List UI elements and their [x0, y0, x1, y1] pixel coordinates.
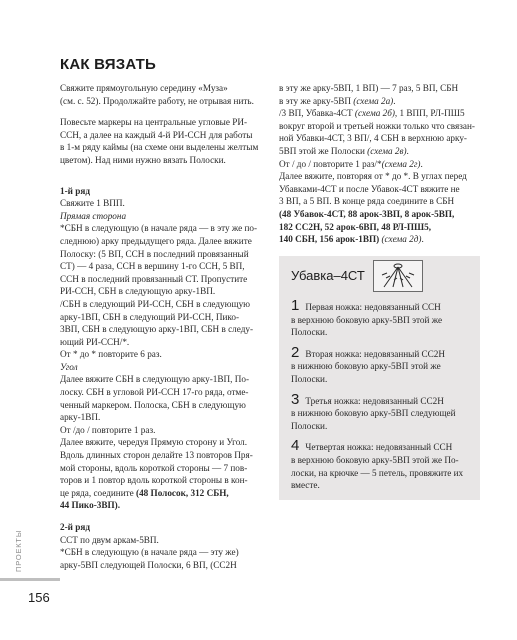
text-line: цветом). Над ними нужно вязать Полоски.	[60, 154, 226, 165]
text-line: /3 ВП, Убавка-4СТ (схема 2б), 1 ВПП, РЛ-ПШ5	[279, 108, 465, 119]
text-line: в эту же арку-5ВП (схема 2а).	[279, 95, 396, 106]
text-line: ющий РИ-ССН/*.	[60, 336, 130, 347]
leg-number: 3	[291, 390, 300, 408]
text-line: СТ) — 4 раза, ССН в вершину 1-го ССН, 5 ВП,	[60, 261, 245, 272]
leg-text: Полоски.	[291, 327, 328, 338]
text-line: торов и 1 повтор вдоль короткой стороны в кон-	[60, 475, 248, 486]
text-line: (48 Убавок-4СТ, 88 арок-3ВП, 8 арок-5ВП,	[279, 208, 455, 219]
text-line: От / до / повторите 1 раз/*(схема 2г).	[279, 158, 423, 169]
leg-item	[291, 437, 473, 491]
text-line: РИ-ССН, СБН в следующую арку-1ВП.	[60, 286, 216, 297]
leg-text: в верхнюю боковую арку-5ВП этой же По-	[291, 454, 459, 465]
text-line: 3 ВП, а 5 ВП. В конце ряда соедините в СБН	[279, 196, 455, 207]
markers-paragraph	[60, 116, 259, 166]
page-number: 156	[28, 590, 50, 605]
leg-number: 4	[291, 437, 300, 455]
leg-text: Третья ножка: недовязанный СС2Н	[305, 395, 444, 406]
text-line: *СБН в следующую (в начале ряда — в эту же по-	[60, 223, 258, 234]
text-line: 5ВП этой же Полоски (схема 2в).	[279, 145, 409, 156]
decrease-info-box	[279, 256, 480, 500]
section-side-label: ПРОЕКТЫ	[14, 529, 23, 572]
left-column	[60, 82, 259, 571]
text-line: Свяжите прямоугольную середину «Муза»	[60, 83, 228, 93]
text-line: вокруг второй и третьей ножки только что связан-	[279, 120, 475, 131]
text-line: Прямая сторона	[60, 210, 127, 221]
text-line: ССН в последний провязанный СТ. Пропустите	[60, 273, 248, 284]
text-line: в эту же арку-5ВП, 1 ВП) — 7 раз, 5 ВП, СБН	[279, 83, 459, 93]
text-line: 44 Пико-3ВП).	[60, 500, 120, 511]
text-line: 3ВП, СБН в следующую арку-1ВП, СБН в следу-	[60, 324, 254, 335]
leg-text: лоски, на крючке — 5 петель, провяжите их	[291, 467, 464, 478]
text-line: арку-5ВП следующей Полоски, 6 ВП, (СС2Н	[60, 559, 237, 570]
row2-header: 2-й ряд	[60, 522, 90, 532]
row1-instructions	[60, 197, 256, 512]
text-line: Повесьте маркеры на центральные угловые РИ-	[60, 117, 248, 128]
right-column	[279, 82, 479, 246]
leg-text: в верхнюю боковую арку-5ВП этой же	[291, 314, 443, 325]
leg-text: Полоски.	[291, 420, 328, 431]
text-line: Убавками-4СТ и после Убавок-4СТ вяжите не	[279, 183, 460, 194]
leg-text: Четвертая ножка: недовязанный ССН	[305, 442, 453, 453]
text-line: Далее вяжите СБН в следующую арку-1ВП, По-	[60, 374, 250, 385]
text-line: ССН, а далее на каждый 4-й РИ-ССН для работы	[60, 129, 253, 140]
text-line: От /до / повторите 1 раз.	[60, 424, 156, 435]
leg-number: 2	[291, 343, 300, 361]
row2-continuation	[279, 82, 479, 246]
text-line: *СБН в следующую (в начале ряда — эту же)	[60, 547, 239, 558]
text-line: От * до * повторите 6 раз.	[60, 349, 162, 360]
text-line: Вдоль длинных сторон делайте 13 повторов Пря-	[60, 450, 253, 461]
text-line: арку-1ВП.	[60, 412, 101, 423]
row1-header: 1-й ряд	[60, 185, 90, 196]
text-line: Далее вяжите, чередуя Прямую сторону и Угол.	[60, 437, 248, 448]
text-line: ной Убавки-4СТ, 3 ВП/, 4 СБН в верхнюю арку-	[279, 133, 467, 144]
text-line: Угол	[60, 361, 78, 372]
leg-text: в нижнюю боковую арку-5ВП следующей	[291, 408, 456, 419]
text-line: в 1-м ряду каймы (на схеме они выделены желтым	[60, 142, 259, 153]
text-line: Полоску: (5 ВП, ССН в последний провязанный	[60, 248, 249, 259]
leg-item	[291, 390, 473, 433]
text-line: мой стороны, вдоль короткой стороны — 7 пов-	[60, 462, 248, 473]
section-divider	[0, 578, 60, 581]
text-line: (см. с. 52). Продолжайте работу, не отрывая нить.	[60, 95, 254, 106]
text-line: ССТ по двум аркам-5ВП.	[60, 534, 159, 545]
section-title: КАК ВЯЗАТЬ	[60, 56, 156, 73]
leg-number: 1	[291, 297, 300, 314]
intro-paragraph	[60, 82, 256, 107]
box-title: Убавка–4СТ	[291, 268, 365, 283]
leg-text: вместе.	[291, 480, 320, 491]
leg-item	[291, 297, 473, 339]
decrease-symbol-icon	[373, 260, 423, 292]
leg-text: в нижнюю боковую арку-5ВП этой же	[291, 361, 441, 372]
text-line: следнюю) арку предыдущего ряда. Далее вяжите	[60, 235, 252, 246]
leg-text: Первая ножка: недовязанный ССН	[305, 302, 441, 312]
text-line: 182 СС2Н, 52 арок-6ВП, 48 РЛ-ПШ5,	[279, 221, 432, 232]
legs-list	[291, 297, 473, 500]
text-line: ченный маркером. Полоска, СБН в следующую	[60, 399, 246, 410]
text-line: Далее вяжите, повторяя от * до *. В углах перед	[279, 171, 467, 182]
text-line: Свяжите 1 ВПП.	[60, 198, 125, 209]
text-line: 140 СБН, 156 арок-1ВП) (схема 2д).	[279, 234, 424, 245]
text-line: арку-1ВП, СБН в следующий РИ-ССН, Пико-	[60, 311, 240, 322]
leg-text: Вторая ножка: недовязанный СС2Н	[305, 348, 446, 359]
text-line: це ряда, соедините (48 Полосок, 312 СБН,	[60, 487, 229, 498]
leg-text: Полоски.	[291, 373, 328, 384]
text-line: /СБН в следующий РИ-ССН, СБН в следующую	[60, 298, 251, 309]
leg-item	[291, 343, 473, 386]
text-line: лоску. СБН в угловой РИ-ССН 17-го ряда, отме-	[60, 387, 249, 398]
